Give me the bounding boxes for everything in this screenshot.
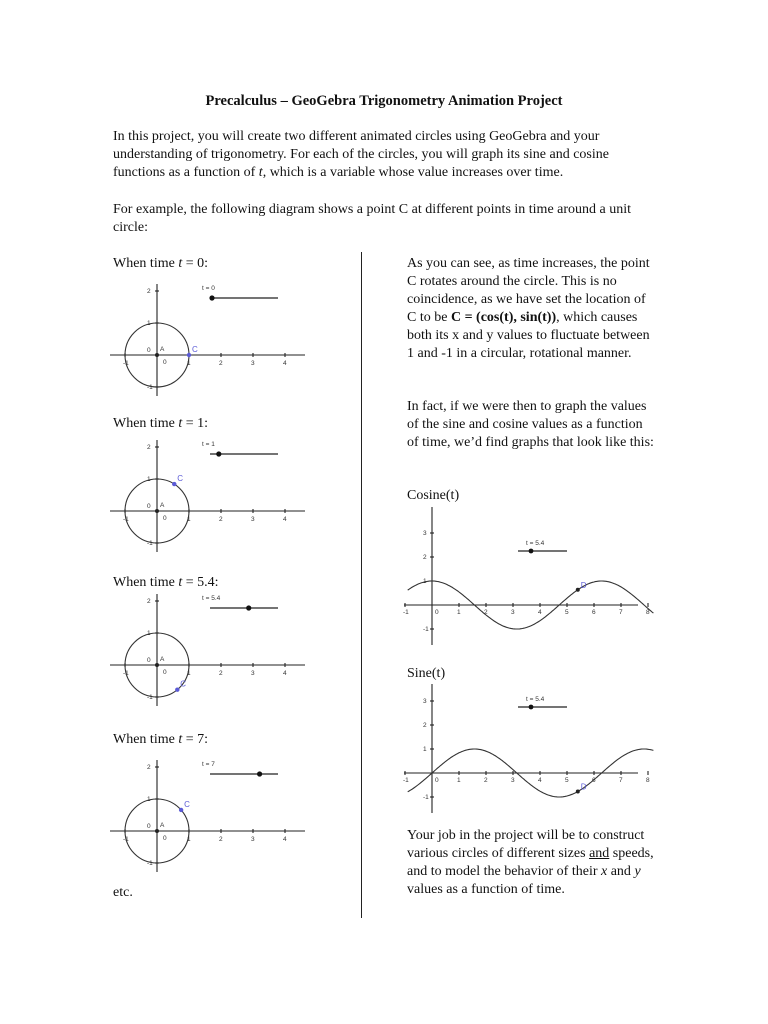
y-tick-label: -1 xyxy=(423,626,429,633)
right-paragraph-3: Your job in the project will be to construct various circles of different sizes and speeds, and to model the behavior of their x and y values as a function of time. xyxy=(407,828,654,897)
y-tick-label: 2 xyxy=(423,554,427,561)
x-tick-label: 2 xyxy=(484,609,488,616)
point-a-label: A xyxy=(160,346,165,353)
x-tick-label: -1 xyxy=(123,670,129,677)
y-tick-label: 3 xyxy=(423,698,427,705)
etc-label: etc. xyxy=(113,885,133,900)
y-tick-label: 2 xyxy=(147,764,151,771)
y-tick-label: -1 xyxy=(147,694,153,701)
y-tick-label: 2 xyxy=(147,288,151,295)
point-a xyxy=(155,663,159,667)
point-a xyxy=(155,509,159,513)
y-tick-label: 1 xyxy=(147,796,151,803)
page-title: Precalculus – GeoGebra Trigonometry Animation Project xyxy=(205,93,563,109)
y-tick-label: 2 xyxy=(147,598,151,605)
x-tick-label: 5 xyxy=(565,777,569,784)
x-tick-label: 6 xyxy=(592,777,596,784)
x-tick-label: -1 xyxy=(123,836,129,843)
y-tick-label: 2 xyxy=(423,722,427,729)
slider-knob xyxy=(216,451,221,456)
circle-label-3: When time t = 7: xyxy=(113,732,208,747)
slider-label: t = 5.4 xyxy=(526,540,545,547)
x-tick-label: 2 xyxy=(219,670,223,677)
slider-knob xyxy=(257,771,262,776)
x-tick-label: 2 xyxy=(219,516,223,523)
point-a xyxy=(155,353,159,357)
circle-label-0: When time t = 0: xyxy=(113,256,208,271)
right-paragraph-2: In fact, if we were then to graph the values of the sine and cosine values as a function of time, we’d find graphs that look like this: xyxy=(407,399,654,450)
x-tick-label: 6 xyxy=(592,609,596,616)
unit-circle-diagram-t1 xyxy=(110,436,310,556)
intro-var: t xyxy=(258,165,263,180)
slider-knob xyxy=(246,605,251,610)
y-tick-label: -1 xyxy=(423,794,429,801)
x-tick-label: 3 xyxy=(511,777,515,784)
point-d-label: D xyxy=(580,782,587,792)
unit-circle-diagram-t7 xyxy=(110,756,310,876)
y-tick-label: 1 xyxy=(423,578,427,585)
circle-label-1: When time t = 1: xyxy=(113,416,208,431)
point-a-label: A xyxy=(160,822,165,829)
x-tick-label: 4 xyxy=(538,777,542,784)
intro-paragraph xyxy=(113,128,658,182)
origin-label: 0 xyxy=(147,347,151,354)
origin-tick-label: 0 xyxy=(163,359,167,366)
sine-heading: Sine(t) xyxy=(407,666,446,681)
origin-label: 0 xyxy=(147,503,151,510)
x-tick-label: 1 xyxy=(457,609,461,616)
origin-label: 0 xyxy=(435,777,439,784)
x-tick-label: 4 xyxy=(283,516,287,523)
x-tick-label: 3 xyxy=(511,609,515,616)
x-tick-label: -1 xyxy=(403,609,409,616)
intro-text-2: , which is a variable whose value increases over time. xyxy=(262,165,564,180)
point-c xyxy=(179,808,183,812)
slider-label: t = 7 xyxy=(202,761,215,768)
point-a xyxy=(155,829,159,833)
point-d xyxy=(576,790,580,794)
x-tick-label: 1 xyxy=(187,836,191,843)
cosine-heading: Cosine(t) xyxy=(407,488,460,503)
right-paragraph-1: As you can see, as time increases, the point C rotates around the circle. This is no coincidence, as we have set the location of C to be C = (cos(t), sin(t)), which causes both its x and y values to fluctuate between 1 and -1 in a circular, rotational manner. xyxy=(407,256,650,361)
point-a-label: A xyxy=(160,656,165,663)
point-c xyxy=(175,688,179,692)
x-tick-label: 4 xyxy=(283,360,287,367)
column-divider xyxy=(361,252,362,918)
x-tick-label: 2 xyxy=(219,836,223,843)
x-tick-label: 3 xyxy=(251,516,255,523)
y-tick-label: 2 xyxy=(147,444,151,451)
point-c-label: C xyxy=(184,799,190,809)
x-tick-label: 4 xyxy=(283,836,287,843)
circle-label-2: When time t = 5.4: xyxy=(113,575,219,590)
x-tick-label: 7 xyxy=(619,777,623,784)
slider-label: t = 5.4 xyxy=(526,696,545,703)
point-c-label: C xyxy=(177,474,184,484)
x-tick-label: 1 xyxy=(187,360,191,367)
x-tick-label: 4 xyxy=(283,670,287,677)
origin-tick-label: 0 xyxy=(163,515,167,522)
y-tick-label: 1 xyxy=(147,476,151,483)
x-tick-label: 8 xyxy=(646,777,650,784)
unit-circle-diagram-t0 xyxy=(110,280,310,400)
slider-label: t = 5.4 xyxy=(202,595,221,602)
point-c-label: C xyxy=(192,345,198,354)
x-tick-label: 1 xyxy=(187,516,191,523)
origin-label: 0 xyxy=(435,609,439,616)
y-tick-label: 1 xyxy=(423,746,427,753)
point-d xyxy=(576,588,580,592)
x-tick-label: -1 xyxy=(123,360,129,367)
x-tick-label: 5 xyxy=(565,609,569,616)
x-tick-label: 1 xyxy=(187,670,191,677)
sine-graph xyxy=(402,682,650,812)
y-tick-label: -1 xyxy=(147,540,153,547)
slider-knob xyxy=(209,295,214,300)
slider-label: t = 0 xyxy=(202,285,215,292)
x-tick-label: 2 xyxy=(219,360,223,367)
x-tick-label: 3 xyxy=(251,836,255,843)
slider-knob xyxy=(529,549,534,554)
point-a-label: A xyxy=(160,502,165,509)
point-c xyxy=(187,353,191,357)
x-tick-label: 3 xyxy=(251,360,255,367)
origin-label: 0 xyxy=(147,823,151,830)
x-tick-label: 8 xyxy=(646,609,650,616)
origin-tick-label: 0 xyxy=(163,835,167,842)
slider-knob xyxy=(529,705,534,710)
example-paragraph: For example, the following diagram shows a point C at different points in time around a unit circle: xyxy=(113,202,632,235)
x-tick-label: -1 xyxy=(403,777,409,784)
y-tick-label: -1 xyxy=(147,860,153,867)
point-c-label: C xyxy=(180,679,187,689)
point-c xyxy=(172,482,176,486)
x-tick-label: -1 xyxy=(123,516,129,523)
y-tick-label: 1 xyxy=(147,630,151,637)
cosine-graph xyxy=(402,505,650,645)
origin-label: 0 xyxy=(147,657,151,664)
y-tick-label: -1 xyxy=(147,384,153,391)
x-tick-label: 3 xyxy=(251,670,255,677)
origin-tick-label: 0 xyxy=(163,669,167,676)
point-d-label: D xyxy=(580,580,587,590)
intro-text-1: In this project, you will create two different animated circles using GeoGebra and your understanding of trigonometry. For each of the circles, you will graph its sine and cosine functions as a function of xyxy=(113,129,609,180)
x-tick-label: 1 xyxy=(457,777,461,784)
slider-label: t = 1 xyxy=(202,441,215,448)
unit-circle-diagram-t54 xyxy=(110,590,310,710)
y-tick-label: 3 xyxy=(423,530,427,537)
x-tick-label: 7 xyxy=(619,609,623,616)
y-tick-label: 1 xyxy=(147,320,151,327)
x-tick-label: 4 xyxy=(538,609,542,616)
x-tick-label: 2 xyxy=(484,777,488,784)
